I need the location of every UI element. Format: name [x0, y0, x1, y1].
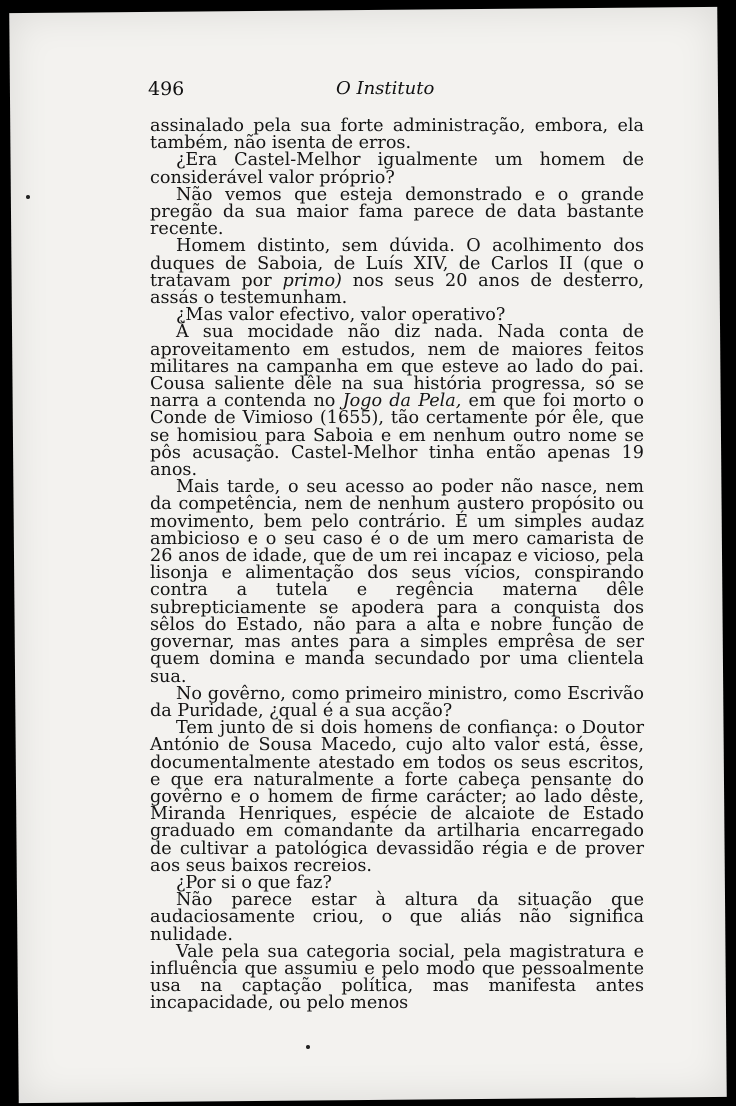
paragraph: Não parece estar à altura da situação que audaciosamente criou, o que aliás não significa nulidade.: [150, 890, 644, 945]
text-span: À sua mocidade não diz nada. Nada conta de aproveitamento em estudos, nem de maiores feitos militares na campanha em que esteve ao lado do pai. Cousa saliente dêle na sua história progressa, só se narra a contenda no: [150, 322, 644, 412]
paragraph: Tem junto de si dois homens de confiança: o Doutor António de Sousa Macedo, cujo alto valor está, êsse, documentalmente atestado em todos os seus escritos, e que era naturalmente a forte cabeça pensante do govêrno e o homem de firme carácter; ao lado dêste, Miranda Henriques, espécie de alcaiote de Estado graduado em comandante da artilharia encarregado de cultivar a patológica devassidão régia e de prover aos seus baixos recreios.: [150, 718, 644, 876]
body-text: [150, 118, 644, 1013]
paragraph[interactable]: ¿Era Castel-Melhor igualmente um homem de considerável valor próprio?: [150, 150, 644, 188]
paragraph: Mais tarde, o seu acesso ao poder não nasce, nem da competência, nem de nenhum austero propósito ou movimento, bem pelo contrário. É um simples audaz ambicioso e o seu caso é o de um mero camarista de 26 anos de idade, que de um rei incapaz e vicioso, pela lisonja e alimentação dos seus vícios, conspirando contra a tutela e regência materna dêle subrepticiamente se apodera para a conquista dos sêlos do Estado, não para a alta e nobre função de governar, mas antes para a simples emprêsa de ser quem domina e manda secundado por uma clientela sua.: [150, 477, 644, 687]
paragraph: [150, 324, 644, 479]
paragraph: Vale pela sua categoria social, pela magistratura e influência que assumiu e pelo modo que pessoalmente usa na captação política, mas manifesta antes incapacidade, ou pelo menos: [150, 941, 644, 1014]
paragraph: assinalado pela sua forte administração, embora, ela também, não isenta de erros.: [150, 116, 644, 154]
italic-term: primo): [282, 270, 342, 291]
italic-term: Jogo da Pela,: [342, 391, 462, 412]
page-number: 496: [148, 78, 185, 100]
paragraph: Não vemos que esteja demonstrado e o grande pregão da sua maior fama parece de data bastante recente.: [150, 184, 644, 240]
text-span: em que foi morto o Conde de Vimioso (1655), tão certamente pór êle, que se homisiou para Saboia e em nenhum outro nome se pôs acusação. Castel-Melhor tinha então apenas 19 anos.: [150, 391, 645, 481]
paragraph: No govêrno, como primeiro ministro, como Escrivão da Puridade, ¿qual é a sua acção?: [150, 683, 644, 721]
text-span: Homem distinto, sem dúvida. O acolhimento dos duques de Saboia, de Luís XIV, de Carlos II (que o tratavam por: [150, 236, 644, 291]
paragraph: ¿Mas valor efectivo, valor operativo?: [176, 305, 506, 326]
paragraph: ¿Por si o que faz?: [176, 872, 332, 893]
ink-speck: [306, 1045, 310, 1049]
paragraph: [150, 238, 644, 307]
ink-speck: [26, 195, 30, 199]
running-title: O Instituto: [336, 78, 435, 99]
text-span: nos seus 20 anos de desterro, assás o testemunham.: [150, 270, 645, 309]
